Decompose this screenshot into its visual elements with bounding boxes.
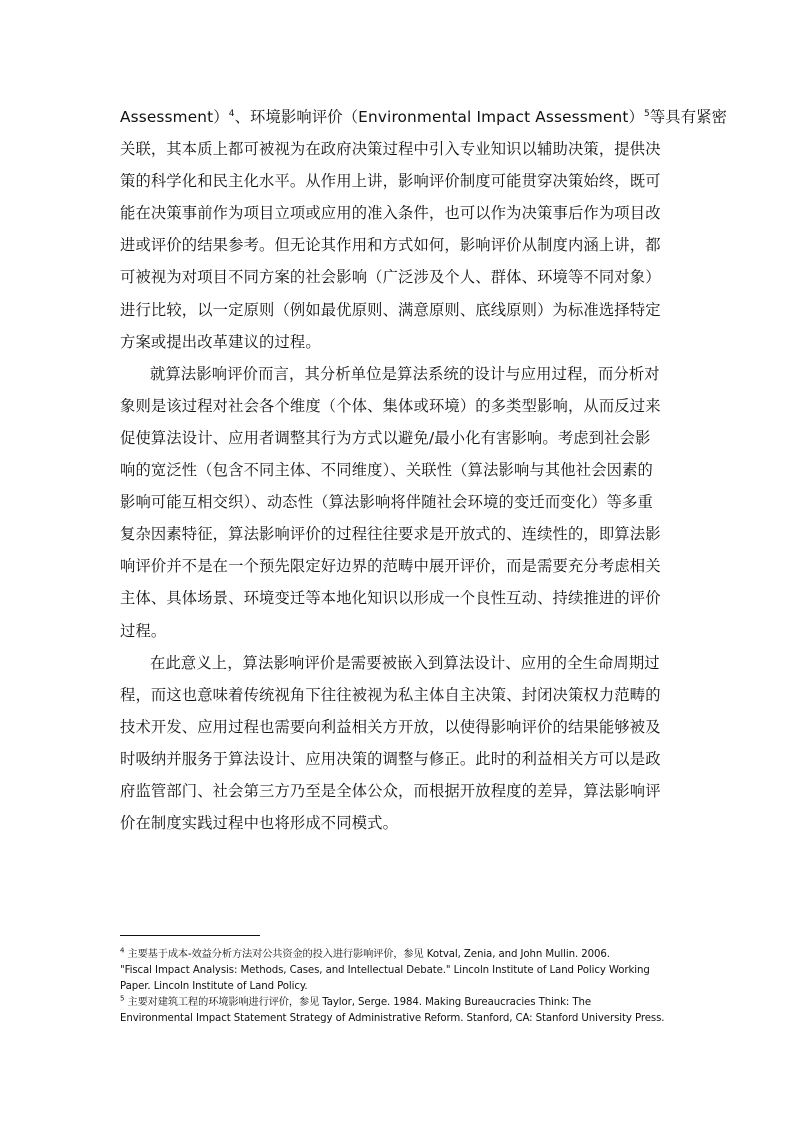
paragraph-2 <box>120 358 676 647</box>
footnotes <box>120 947 680 1027</box>
text-line: 关联，其本质上都可被视为在政府决策过程中引入专业知识以辅助决策，提供决 <box>120 140 661 159</box>
text-line: 复杂因素特征，算法影响评价的过程往往要求是开放式的、连续性的，即算法影 <box>120 525 661 544</box>
text-line: 策的科学化和民主化水平。从作用上讲，影响评价制度可能贯穿决策始终，既可 <box>120 172 661 191</box>
footnote-text: 主要基于成本-效益分析方法对公共资金的投入进行影响评价，参见 Kotval, Zenia, and John Mullin. 2006. <box>124 949 610 960</box>
text-line: 就算法影响评价而言，其分析单位是算法系统的设计与应用过程，而分析对 <box>150 364 660 383</box>
text-run: Assessment） <box>120 108 229 126</box>
text-line: 过程。 <box>120 621 167 640</box>
text-line: 进行比较，以一定原则（例如最优原则、满意原则、底线原则）为标准选择特定 <box>120 300 661 319</box>
footnote-text-line: Environmental Impact Statement Strategy of Administrative Reform. Stanford, CA: Stanford University Press. <box>120 1013 665 1024</box>
footnote-separator <box>120 935 260 936</box>
footnote-text-line: Paper. Lincoln Institute of Land Policy. <box>120 981 308 992</box>
text-run: 、环境影响评价（Environmental Impact Assessment） <box>234 108 644 126</box>
text-run: 等具有紧密 <box>649 108 728 126</box>
text-line: 主体、具体场景、环境变迁等本地化知识以形成一个良性互动、持续推进的评价 <box>120 589 661 608</box>
text-line: 促使算法设计、应用者调整其行为方式以避免/最小化有害影响。考虑到社会影 <box>120 428 651 447</box>
text-line: 时吸纳并服务于算法设计、应用决策的调整与修正。此时的利益相关方可以是政 <box>120 749 661 768</box>
paragraph-1 <box>120 101 728 358</box>
footnote-ref-5[interactable]: 5 <box>643 108 650 119</box>
text-line: 响评价并不是在一个预先限定好边界的范畴中展开评价，而是需要充分考虑相关 <box>120 557 661 576</box>
text-line: 府监管部门、社会第三方乃至是全体公众，而根据开放程度的差异，算法影响评 <box>120 781 661 800</box>
text-line: 方案或提出改革建议的过程。 <box>120 332 321 351</box>
text-line: 象则是该过程对社会各个维度（个体、集体或环境）的多类型影响，从而反过来 <box>120 396 661 415</box>
footnote-marker: 4 <box>120 946 125 955</box>
text-line <box>120 101 728 133</box>
text-line: 影响可能互相交织）、动态性（算法影响将伴随社会环境的变迁而变化）等多重 <box>120 493 653 512</box>
text-line: 响的宽泛性（包含不同主体、不同维度）、关联性（算法影响与其他社会因素的 <box>120 461 653 480</box>
paragraph-3 <box>120 647 676 840</box>
text-line: 价在制度实践过程中也将形成不同模式。 <box>120 814 399 833</box>
text-line: 能在决策事前作为项目立项或应用的准入条件，也可以作为决策事后作为项目改 <box>120 204 661 223</box>
footnote-ref-4[interactable]: 4 <box>228 108 235 119</box>
footnote-4 <box>120 947 680 963</box>
text-line: 程，而这也意味着传统视角下往往被视为私主体自主决策、封闭决策权力范畴的 <box>120 685 661 704</box>
footnote-text: 主要对建筑工程的环境影响进行评价，参见 Taylor, Serge. 1984. Making Bureaucracies Think: The <box>124 997 592 1008</box>
text-line: 在此意义上，算法影响评价是需要被嵌入到算法设计、应用的全生命周期过 <box>150 653 660 672</box>
text-line: 技术开发、应用过程也需要向利益相关方开放，以使得影响评价的结果能够被及 <box>120 717 661 736</box>
footnote-5 <box>120 995 680 1011</box>
text-line: 进或评价的结果参考。但无论其作用和方式如何，影响评价从制度内涵上讲，都 <box>120 236 661 255</box>
footnote-marker: 5 <box>120 994 125 1003</box>
body-text <box>120 101 728 839</box>
text-line: 可被视为对项目不同方案的社会影响（广泛涉及个人、群体、环境等不同对象） <box>120 268 661 287</box>
footnote-text-line: "Fiscal Impact Analysis: Methods, Cases, and Intellectual Debate." Lincoln Institute of Land Policy Working <box>120 965 650 976</box>
